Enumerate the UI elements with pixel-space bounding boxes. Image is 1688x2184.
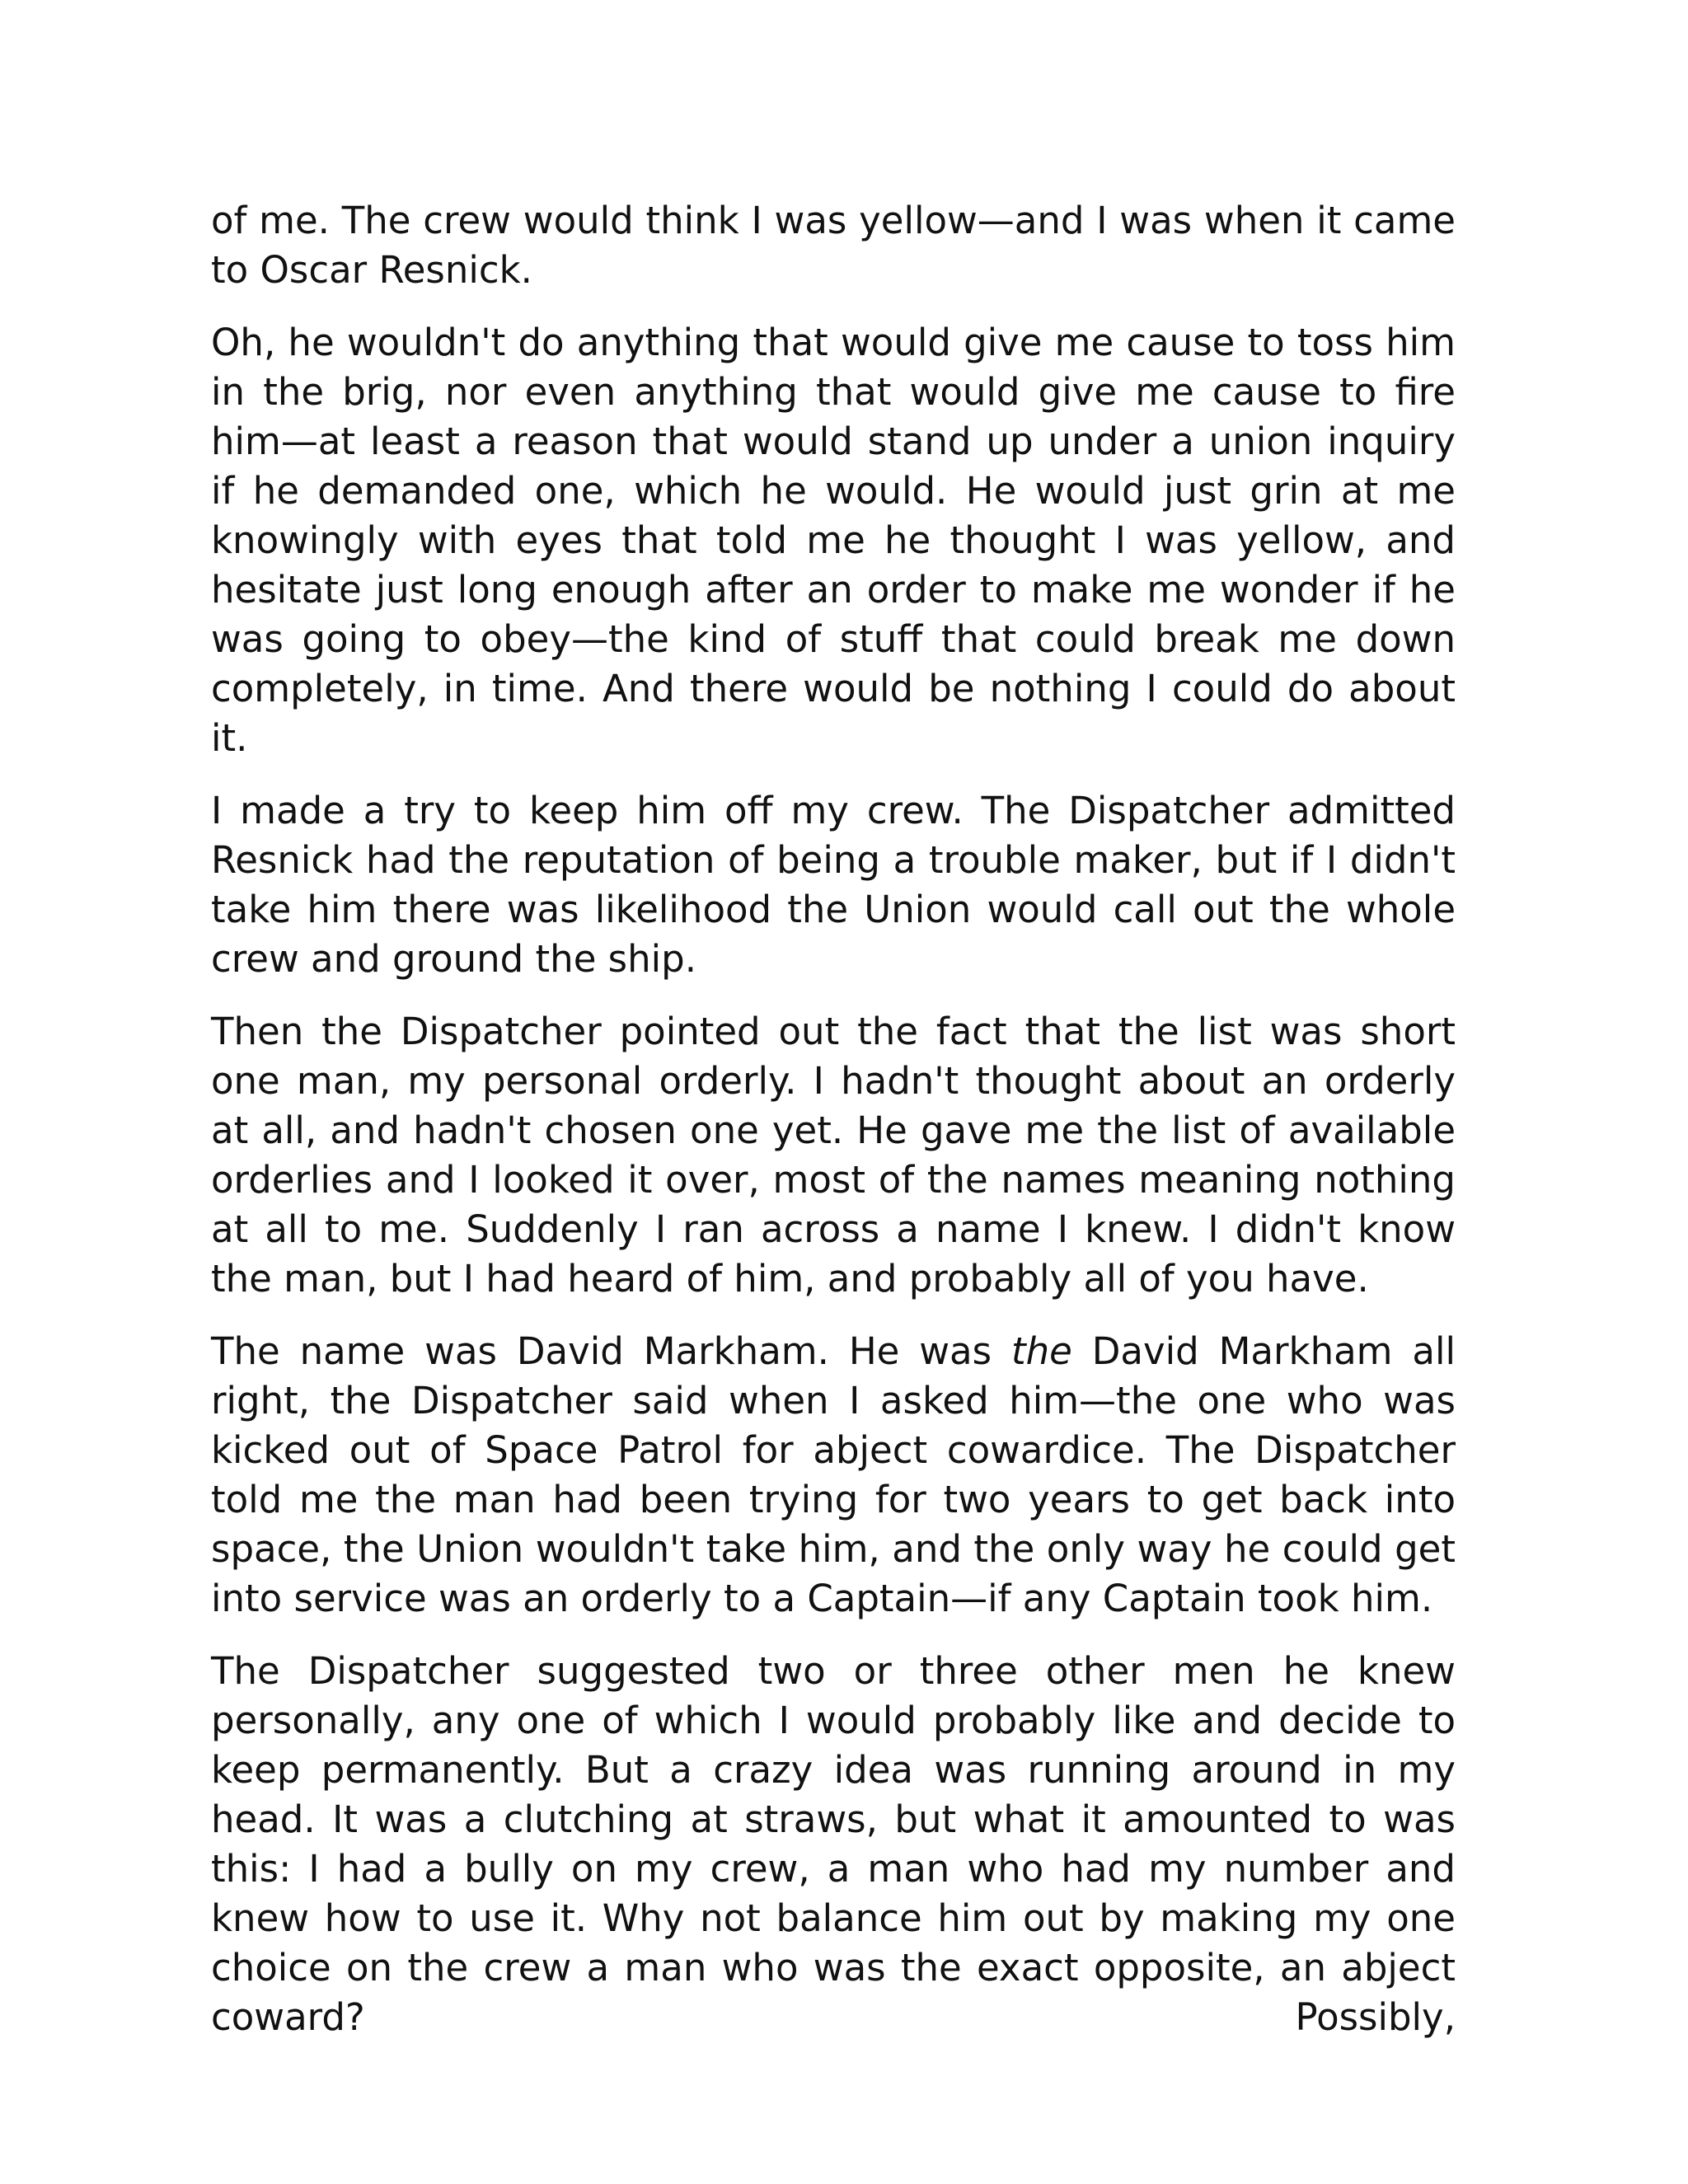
paragraph-5-emphasis: the [1011,1329,1072,1373]
paragraph-3: I made a try to keep him off my crew. The Dispatcher admitted Resnick had the reputation of being a trouble maker, but if I didn't take him there was likelihood the Union would call out the whole crew and ground the ship. [211,789,1456,981]
paragraph-6: The Dispatcher suggested two or three other men he knew personally, any one of which I would probably like and decide to keep permanently. But a crazy idea was running around in my head. It was a clutching at straws, but what it amounted to was this: I had a bully on my crew, a man who had my number and knew how to use it. Why not balance him out by making my one choice on the crew a man who was the exact opposite, an abject coward? Possibly, [211,1649,1456,2039]
paragraph-2: Oh, he wouldn't do anything that would give me cause to toss him in the brig, nor even anything that would give me cause to fire him—at least a reason that would stand up under a union inquiry if he demanded one, which he would. He would just grin at me knowingly with eyes that told me he thought I was yellow, and hesitate just long enough after an order to make me wonder if he was going to obey—the kind of stuff that could break me down completely, in time. And there would be nothing I could do about it. [211,321,1456,760]
paragraph-5-after: David Markham all right, the Dispatcher said when I asked him—the one who was kicked out of Space Patrol for abject cowardice. The Dispatcher told me the man had been trying for two years to get back into space, the Union wouldn't take him, and the only way he could get into service was an orderly to a Captain—if any Captain took him. [211,1329,1456,1620]
paragraph-5-before: The name was David Markham. He was [211,1329,1011,1373]
paragraph-1: of me. The crew would think I was yellow—and I was when it came to Oscar Resnick. [211,199,1456,292]
paragraph-5 [211,1327,1456,1624]
page-body [211,196,1456,2065]
paragraph-4: Then the Dispatcher pointed out the fact that the list was short one man, my personal orderly. I hadn't thought about an orderly at all, and hadn't chosen one yet. He gave me the list of available orderlies and I looked it over, most of the names meaning nothing at all to me. Suddenly I ran across a name I knew. I didn't know the man, but I had heard of him, and probably all of you have. [211,1010,1456,1301]
